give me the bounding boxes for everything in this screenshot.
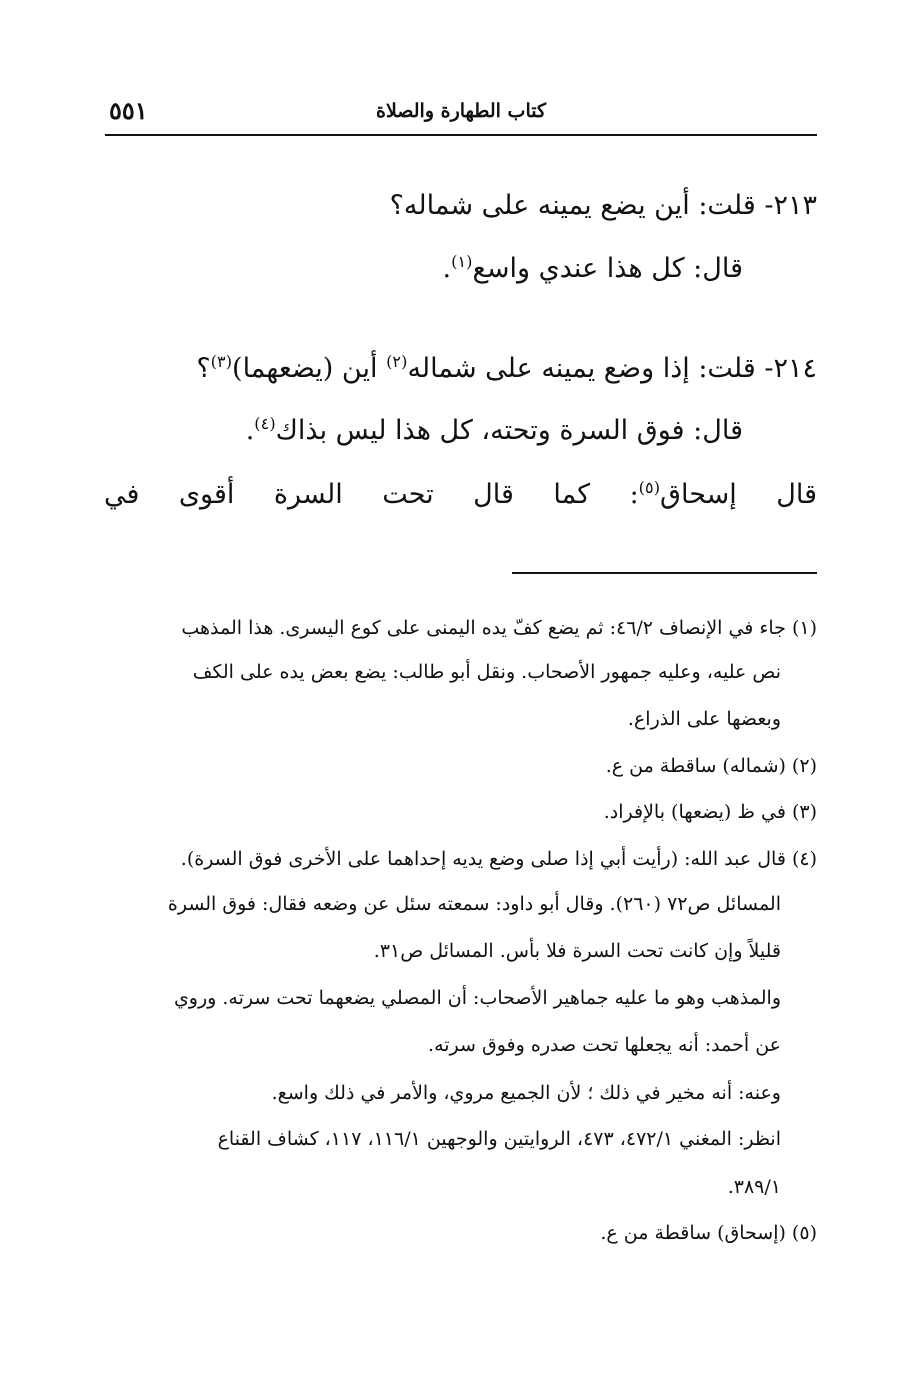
footnote-4-line-1: (٤) قال عبد الله: (رأيت أبي إذا صلى وضع يديه إحداهما على الأخرى فوق السرة). xyxy=(180,848,817,870)
footnote-ref-5: (٥) xyxy=(638,478,661,497)
footnote-4-line-2: المسائل ص٧٢ (٢٦٠). وقال أبو داود: سمعته سئل عن وضعه فقال: فوق السرة xyxy=(167,893,781,915)
footnote-4-line-4: والمذهب وهو ما عليه جماهير الأصحاب: أن المصلي يضعهما تحت سرته. وروي xyxy=(173,987,781,1009)
question-214 xyxy=(196,352,817,384)
footnote-4-line-3: قليلاً وإن كانت تحت السرة فلا بأس. المسائل ص٣١. xyxy=(373,940,781,962)
page-header xyxy=(105,96,817,136)
footnote-ref-2: (٢) xyxy=(386,352,408,371)
footnote-4-line-6: وعنه: أنه مخير في ذلك ؛ لأن الجميع مروي، والأمر في ذلك واسع. xyxy=(271,1082,781,1104)
footnote-2: (٢) (شماله) ساقطة من ع. xyxy=(605,755,817,777)
footnote-4-line-8: ٣٨٩/١. xyxy=(727,1176,781,1198)
footnote-ref-1: (١) xyxy=(451,252,473,271)
footnote-1-line-3: وبعضها على الذراع. xyxy=(627,708,781,730)
question-213: ٢١٣- قلت: أين يضع يمينه على شماله؟ xyxy=(389,190,817,221)
footnote-5: (٥) (إسحاق) ساقطة من ع. xyxy=(600,1222,817,1244)
ishaq-statement-part1: قال إسحاق xyxy=(660,479,817,510)
footnote-ref-3: (٣) xyxy=(210,352,233,371)
ishaq-statement xyxy=(104,478,817,510)
question-214-part2: أين (يضعهما) xyxy=(232,353,387,384)
footnote-4-line-7: انظر: المغني ٤٧٢/١، ٤٧٣، الروايتين والوجهين ١١٦/١، ١١٧، كشاف القناع xyxy=(217,1128,781,1150)
answer-213-text: قال: كل هذا عندي واسع xyxy=(472,253,743,284)
answer-214-end: . xyxy=(245,415,255,446)
footnote-1-line-1: (١) جاء في الإنصاف ٤٦/٢: ثم يضع كفّ يده اليمنى على كوع اليسرى. هذا المذهب xyxy=(181,617,817,639)
answer-214 xyxy=(246,414,743,446)
footnote-4-line-5: عن أحمد: أنه يجعلها تحت صدره وفوق سرته. xyxy=(428,1034,781,1056)
answer-213-end: . xyxy=(442,253,452,284)
footnote-1-line-2: نص عليه، وعليه جمهور الأصحاب. ونقل أبو طالب: يضع بعض يده على الكف xyxy=(192,661,781,683)
page-number: ٥٥١ xyxy=(109,96,148,125)
footnote-separator xyxy=(512,572,817,574)
answer-214-text: قال: فوق السرة وتحته، كل هذا ليس بذاك xyxy=(275,415,743,446)
header-rule xyxy=(105,134,817,136)
question-214-part3: ؟ xyxy=(196,353,211,384)
question-214-part1: ٢١٤- قلت: إذا وضع يمينه على شماله xyxy=(407,353,817,384)
answer-213 xyxy=(443,252,743,284)
running-title: كتاب الطهارة والصلاة xyxy=(375,100,547,122)
ishaq-statement-part2: : كما قال تحت السرة أقوى في xyxy=(104,479,639,510)
footnote-ref-4: (٤) xyxy=(254,414,276,433)
footnote-3: (٣) في ظ (يضعها) بالإفراد. xyxy=(603,801,817,823)
